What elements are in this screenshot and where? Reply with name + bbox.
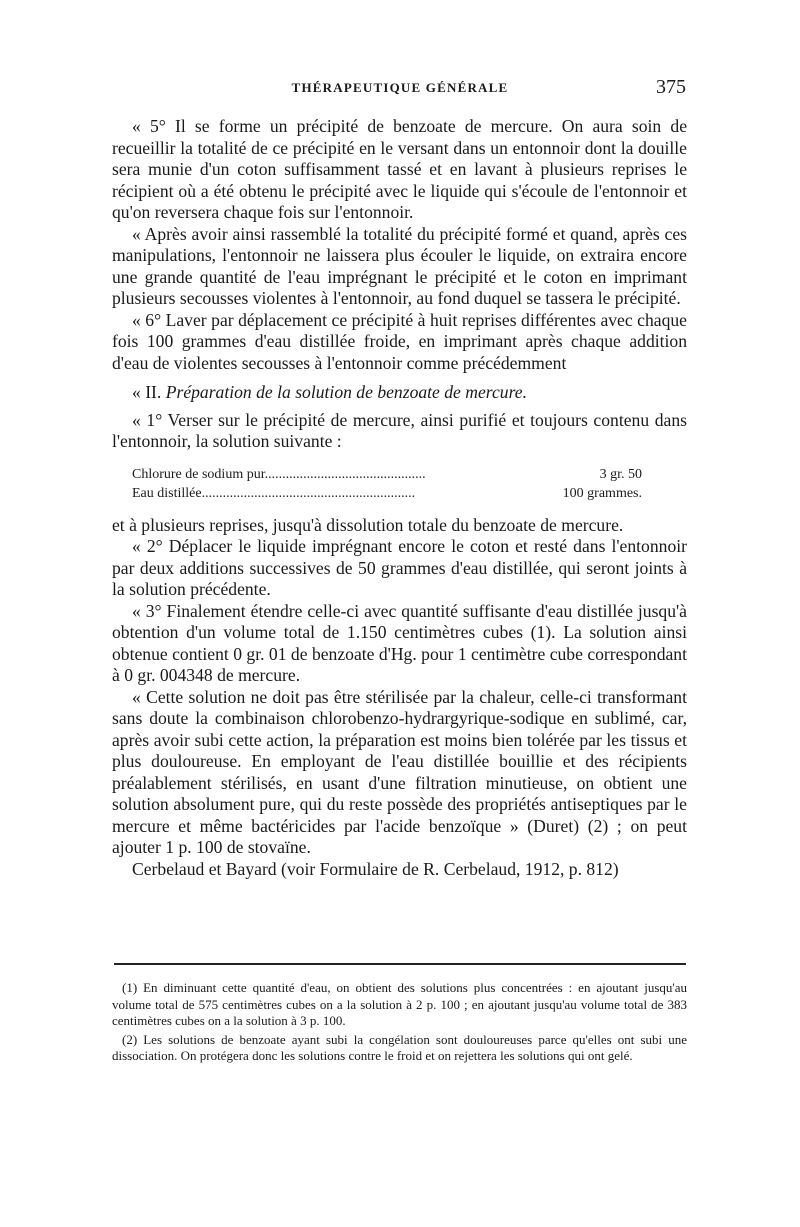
ingredient-quantity: 3 gr. 50	[599, 466, 642, 482]
paragraph-step-5: « 5° Il se forme un précipité de benzoate de mercure. On aura soin de recueillir la totalité de ce précipité en le versant dans un entonnoir dont la douille sera munie d'un coton suffisamment tassé et en lavant à plusieurs reprises le récipient où a été obtenu le précipité avec le liquide qui s'écoule de l'entonnoir et qu'on reversera chaque fois sur l'entonnoir.	[112, 116, 687, 222]
paragraph-citation: Cerbelaud et Bayard (voir Formulaire de R. Cerbelaud, 1912, p. 812)	[132, 858, 619, 879]
page-number: 375	[656, 76, 686, 98]
section-heading	[112, 382, 687, 404]
paragraph-sterilization: « Cette solution ne doit pas être stérilisée par la chaleur, celle-ci transformant sans doute la combinaison chlorobenzo-hydrargyrique-sodique en sublimé, car, après avoir subi cette action, la préparation est moins bien tolérée par les tissus et plus douloureuse. En employant de l'eau distillée bouillie et des récipients préalablement stérilisés, en usant d'une filtration minutieuse, on obtient une solution absolument pure, qui du reste possède des propriétés antiseptiques par le mercure et même bactéricides par l'acide benzoïque » (Duret) (2) ; on peut ajouter 1 p. 100 de stovaïne.	[112, 686, 687, 857]
paragraph-step-1: « 1° Verser sur le précipité de mercure, ainsi purifié et toujours contenu dans l'entonnoir, la solution suivante :	[112, 409, 687, 451]
paragraph-step-6: « 6° Laver par déplacement ce précipité à huit reprises différentes avec chaque fois 100 grammes d'eau distillée froide, en imprimant après chaque addition d'eau de violentes secousses à l'entonnoir comme précédemment	[112, 309, 687, 373]
leader-dots: .............................................................	[201, 485, 416, 501]
running-header	[114, 76, 686, 100]
body-text	[112, 116, 687, 880]
footnote-separator	[114, 963, 686, 965]
footnotes	[112, 980, 687, 1067]
formula-table	[132, 465, 642, 503]
running-title: THÉRAPEUTIQUE GÉNÉRALE	[291, 80, 509, 95]
paragraph-step-3: « 3° Finalement étendre celle-ci avec quantité suffisante d'eau distillée jusqu'à obtention d'un volume total de 1.150 centimètres cubes (1). La solution ainsi obtenue contient 0 gr. 01 de benzoate d'Hg. pour 1 centimètre cube correspondant à 0 gr. 004348 de mercure.	[112, 600, 687, 685]
footnote-1: (1) En diminuant cette quantité d'eau, on obtient des solutions plus concentrées : en ajoutant jusqu'au volume total de 575 centimètres cubes on a la solution à 2 p. 100 ; en ajoutant jusqu'au volume total de 383 centimètres cubes on a la solution à 3 p. 100.	[112, 980, 687, 1028]
footnote-2: (2) Les solutions de benzoate ayant subi la congélation sont douloureuses parce qu'elles ont subi une dissociation. On protégera donc les solutions contre le froid et on rejettera les solutions qui ont gelé.	[112, 1031, 687, 1063]
formula-row	[132, 465, 642, 484]
ingredient-name: Chlorure de sodium pur..............................................	[132, 466, 426, 482]
formula-row	[132, 484, 642, 503]
section-number: « II.	[132, 382, 162, 402]
leader-dots: ..............................................	[264, 466, 426, 482]
paragraph-step-2: « 2° Déplacer le liquide imprégnant encore le coton et resté dans l'entonnoir par deux additions successives de 50 grammes d'eau distillée, qui seront joints à la solution précédente.	[112, 536, 687, 599]
ingredient-quantity: 100 grammes.	[562, 485, 642, 501]
paragraph-continuation: et à plusieurs reprises, jusqu'à dissolution totale du benzoate de mercure.	[112, 514, 624, 535]
paragraph-collection: « Après avoir ainsi rassemblé la totalité du précipité formé et quand, après ces manipulations, l'entonnoir ne laissera plus écouler le liquide, on extraira encore une grande quantité de l'eau imprégnant le précipité et le coton en imprimant plusieurs secousses violentes à l'entonnoir, au fond duquel se tassera le précipité.	[112, 223, 687, 308]
section-title: Préparation de la solution de benzoate de mercure.	[165, 382, 527, 402]
ingredient-name: Eau distillée.............................................................	[132, 485, 416, 501]
